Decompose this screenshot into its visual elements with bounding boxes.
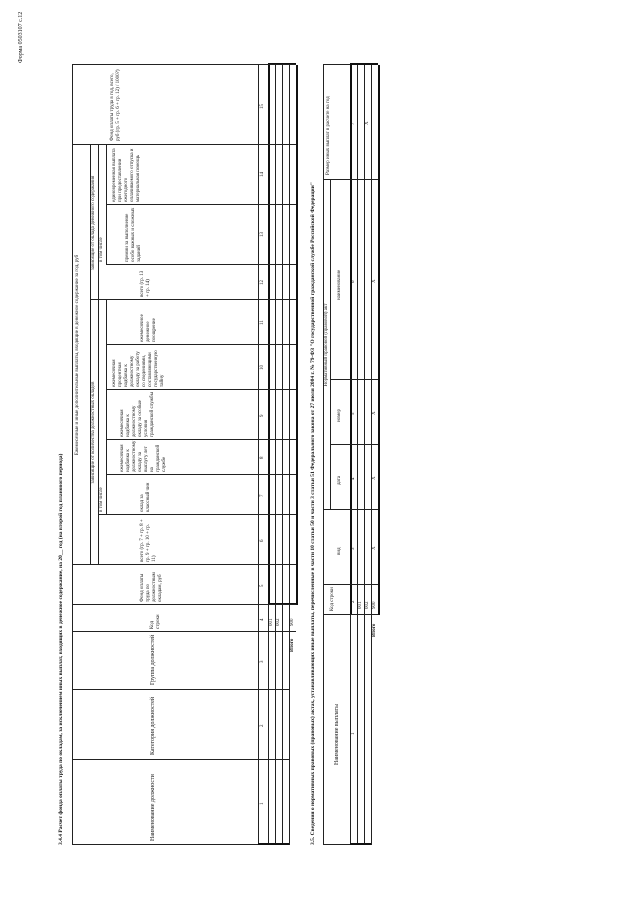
- s35-col-num: 4: [351, 477, 356, 480]
- header-incl-a: в том числе: [99, 487, 104, 512]
- s35-col-num: 1: [351, 732, 356, 735]
- s35-header-kind: вид: [337, 547, 342, 555]
- header-col10: ежемесячная процентная надбавка к должностному окладу за работу со сведениями, составляющими государственную тайну: [112, 350, 165, 387]
- s35-header-amount: Размер иных выплат в расчете на год: [326, 96, 331, 175]
- x-mark: Х: [372, 279, 377, 283]
- col-num: 12: [260, 280, 265, 285]
- col-num: 9: [260, 414, 265, 417]
- section-344-title: 3.4.4 Расчет фонда оплаты труда по окладам, за исключением иных выплат, входящих в денежное содержание, на 20__ год (на второй год планового периода): [58, 453, 64, 845]
- s35-col-num: 3: [351, 547, 356, 550]
- s35-header-code: Код строки: [330, 587, 335, 611]
- row-code: 002: [276, 618, 281, 626]
- s35-row-code: 900: [372, 601, 377, 609]
- header-fund-salaries: Фонд оплаты труда по должностным окладам, руб: [140, 572, 163, 602]
- x-mark: Х: [372, 411, 377, 415]
- header-col9: ежемесячная надбавка к должностному окладу за особые условия гражданской службы: [120, 392, 155, 437]
- header-name: Наименование должности: [150, 774, 156, 841]
- col-num: 2: [260, 724, 265, 727]
- col-num: 15: [260, 104, 265, 109]
- col-num: 8: [260, 456, 265, 459]
- header-fund-total: Фонд оплаты труда в год, всего, руб (гр. 5 + гр. 6 + гр. 12) / 1000?): [110, 69, 121, 141]
- x-mark: Х: [372, 546, 377, 550]
- s35-header-number: номер: [337, 409, 342, 422]
- total-label: Итого: [290, 638, 295, 652]
- col-num: 1: [260, 802, 265, 805]
- header-col11: ежемесячное денежное поощрение: [140, 314, 157, 342]
- col-num: 6: [260, 539, 265, 542]
- s35-header-title: наименование: [337, 269, 342, 300]
- s35-col-num: 2: [351, 600, 356, 603]
- row-code: 900: [290, 618, 295, 626]
- header-group: Группа должностей: [150, 634, 156, 685]
- header-col14: единовременная выплата при предоставлении ежегодного оплачиваемого отпуска и материальная помощь: [112, 148, 141, 202]
- header-col8: ежемесячная надбавка к должностному окладу за выслугу лет на гражданской службе: [120, 440, 167, 472]
- header-total-b: всего (гр. 13 + гр. 14): [140, 270, 151, 297]
- form-code: Форма 0503107 с.12: [18, 11, 24, 63]
- col-num: 11: [260, 320, 265, 325]
- x-mark: Х: [372, 476, 377, 480]
- s35-header-act: Нормативный правовой (правовой) акт: [324, 303, 329, 387]
- col-num: 3: [260, 660, 265, 663]
- col-num: 10: [260, 365, 265, 370]
- header-from-salary: зависящие от оклада денежного содержания: [91, 175, 96, 271]
- s35-row-code: 001: [358, 601, 363, 609]
- col-num: 5: [260, 584, 265, 587]
- s35-col-num: 5: [351, 412, 356, 415]
- col-num: 7: [260, 494, 265, 497]
- row-code: 001: [269, 618, 274, 626]
- col-num: 4: [260, 618, 265, 621]
- header-category: Категория должностей: [150, 696, 156, 755]
- header-code: Код строки: [150, 614, 161, 629]
- header-col13: премии за выполнение особо важных и сложных заданий: [125, 207, 142, 262]
- header-total-a: всего (гр. 7 + гр. 8 + гр. 9 + гр. 10 + гр. 11): [140, 519, 157, 562]
- header-from-count: зависящие от количества должностных окладов: [91, 381, 96, 484]
- col-num: 14: [260, 172, 265, 177]
- x-mark: Х: [365, 121, 370, 125]
- s35-col-num: 6: [351, 280, 356, 283]
- header-incl-b: в том числе: [99, 237, 104, 262]
- section-35-title: 3.5. Сведения о нормативных правовых (правовых) актах, устанавливающих иные выплаты, перечисленные в части 10 статьи 50 и части 3 статьи 51 Федерального закона от 27 июля 2004 г. № 79-ФЗ "О государственной гражданской службе Российской Федерации": [310, 182, 316, 845]
- header-col7: оклад за классный чин: [140, 482, 151, 512]
- s35-col-num: 7: [351, 122, 356, 125]
- s35-header-date: дата: [337, 475, 342, 485]
- s35-header-name: Наименование выплаты: [334, 703, 340, 765]
- header-monthly-group: Ежемесячные и иные дополнительные выплаты, входящие в денежное содержание за год, руб: [75, 254, 80, 456]
- s35-row-code: 002: [365, 601, 370, 609]
- s35-total-label: Итого: [372, 623, 377, 637]
- col-num: 13: [260, 232, 265, 237]
